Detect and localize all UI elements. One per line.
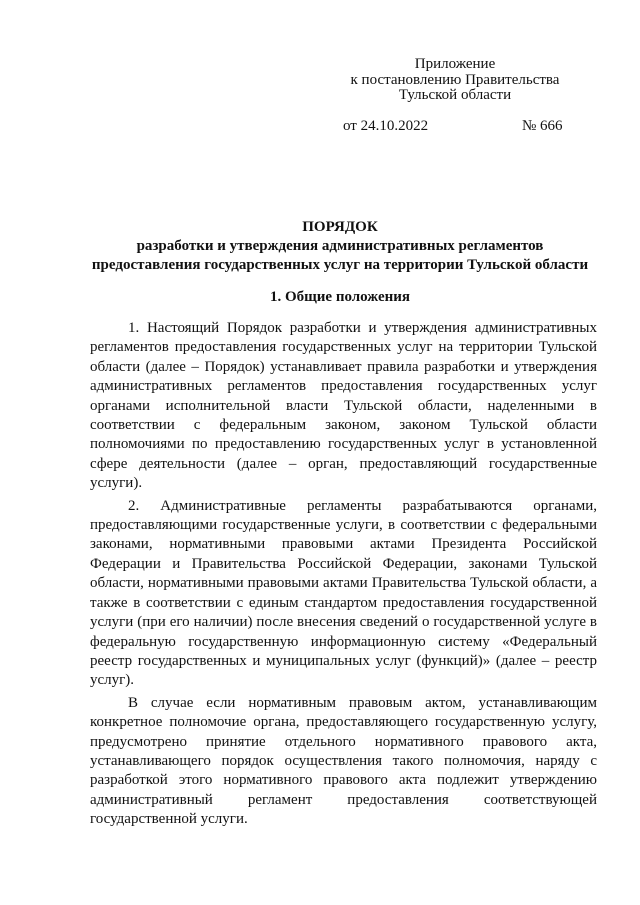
appendix-line-1: Приложение <box>414 56 496 72</box>
paragraph-3: В случае если нормативным правовым актом, устанавливающим конкретное полномочие органа, предоставляющего государственную услугу, предусмотрено принятие отдельного нормативного правового акта, устанавливающего порядок осуществления такого полномочия, наряду с разработкой этого нормативного правового акта подлежит утверждению административный регламент предоставления соответствующей государственной услуги. <box>90 694 597 828</box>
document-date: от 24.10.2022 <box>343 118 429 134</box>
appendix-line-2: к постановлению Правительства <box>350 71 560 88</box>
title-main: ПОРЯДОК <box>302 219 378 235</box>
paragraph-1: 1. Настоящий Порядок разработки и утверждения административных регламентов предоставления государственных услуг на территории Тульской области (далее – Порядок) устанавливает правила разработки и утверждения административных регламентов предоставления государственных услуг органами исполнительной власти Тульской области, наделенными в соответствии с федеральным законом, законом Тульской области полномочиями по предоставлению государственных услуг в установленной сфере деятельности (далее – орган, предоставляющий государственные услуги). <box>90 320 597 492</box>
document-number: № 666 <box>522 118 563 134</box>
title-subtitle-line-2: предоставления государственных услуг на территории Тульской области <box>91 257 589 273</box>
body-text <box>90 319 597 833</box>
document-title <box>60 218 620 275</box>
section-heading: 1. Общие положения <box>269 289 411 305</box>
paragraph-2: 2. Административные регламенты разрабатываются органами, предоставляющими государственные услуги, в соответствии с федеральными законами, нормативными правовыми актами Президента Российской Федерации и Правительства Российской Федерации, законами Тульской области, нормативными правовыми актами Правительства Тульской области, а также в соответствии с единым стандартом предоставления государственной услуги (при его наличии) после внесения сведений о государственной услуге в федеральную государственную информационную систему «Федеральный реестр государственных и муниципальных услуг (функций)» (далее – реестр услуг). <box>90 497 597 689</box>
title-subtitle-line-1: разработки и утверждения административных регламентов <box>136 238 544 254</box>
appendix-line-3: Тульской области <box>398 87 512 103</box>
appendix-block <box>330 57 580 104</box>
